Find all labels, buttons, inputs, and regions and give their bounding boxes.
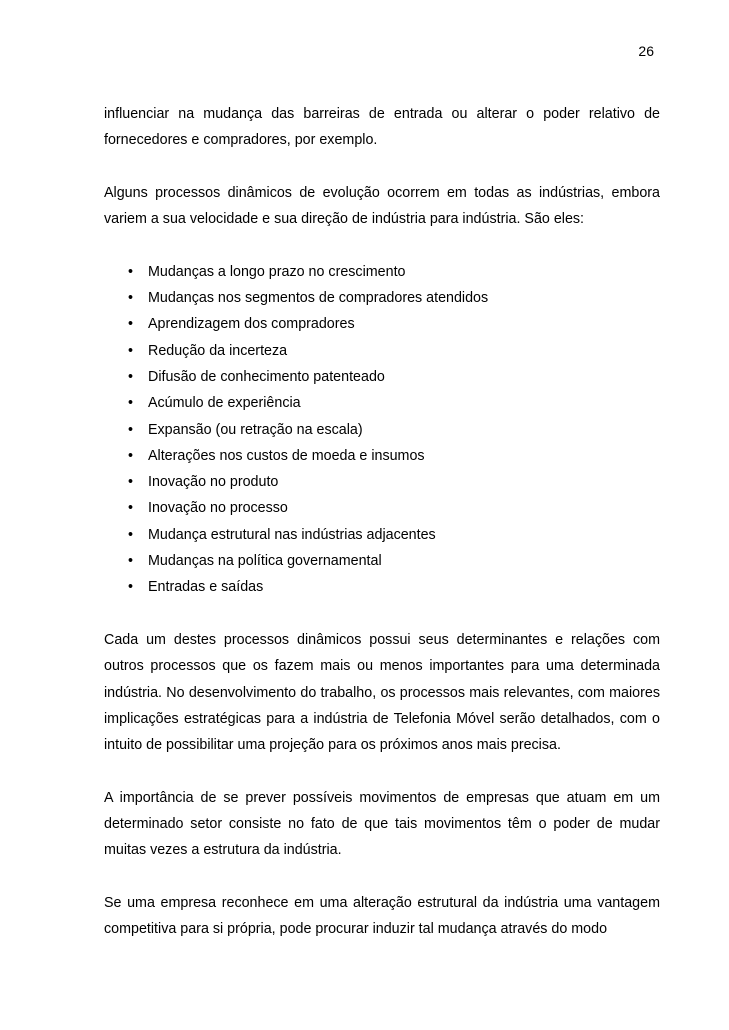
bullet-icon: • (128, 342, 134, 359)
list-item-text: Entradas e saídas (148, 579, 264, 596)
bullet-icon: • (128, 526, 134, 543)
list-item-text: Mudanças a longo prazo no crescimento (148, 263, 406, 280)
list-item-text: Redução da incerteza (148, 342, 288, 359)
list-item (104, 364, 660, 390)
list-item-text: Inovação no processo (148, 500, 288, 517)
list-item-text: Alterações nos custos de moeda e insumos (148, 447, 425, 464)
list-item-text: Inovação no produto (148, 474, 279, 491)
bullet-icon: • (128, 263, 134, 280)
list-item (104, 285, 660, 311)
list-item (104, 390, 660, 416)
bullet-icon: • (128, 500, 134, 517)
bullet-icon: • (128, 421, 134, 438)
bullet-icon: • (128, 395, 134, 412)
list-item (104, 259, 660, 285)
bullet-icon: • (128, 368, 134, 385)
paragraph: A importância de se prever possíveis movimentos de empresas que atuam em um determinado setor consiste no fato de que tais movimentos têm o poder de mudar muitas vezes a estrutura da indústria. (104, 789, 660, 859)
bullet-icon: • (128, 290, 134, 307)
bullet-icon: • (128, 579, 134, 596)
list-item-text: Expansão (ou retração na escala) (148, 421, 363, 438)
paragraph: Se uma empresa reconhece em uma alteração estrutural da indústria uma vantagem competitiva para si própria, pode procurar induzir tal mudança através do modo (104, 894, 660, 938)
page-number: 26 (638, 43, 654, 59)
list-item (104, 443, 660, 469)
bullet-list (104, 259, 660, 601)
bullet-icon: • (128, 553, 134, 570)
list-item (104, 338, 660, 364)
document-body (104, 101, 660, 969)
list-item (104, 495, 660, 521)
bullet-icon: • (128, 447, 134, 464)
list-item-text: Mudança estrutural nas indústrias adjacentes (148, 526, 436, 543)
list-item-text: Mudanças na política governamental (148, 553, 382, 570)
paragraph: Cada um destes processos dinâmicos possui seus determinantes e relações com outros processos que os fazem mais ou menos importantes para uma determinada indústria. No desenvolvimento do trabalho, os processos mais relevantes, com maiores implicações estratégicas para a indústria de Telefonia Móvel serão detalhados, com o intuito de possibilitar uma projeção para os próximos anos mais precisa. (104, 631, 660, 754)
list-item-text: Difusão de conhecimento patenteado (148, 368, 385, 385)
paragraph: Alguns processos dinâmicos de evolução ocorrem em todas as indústrias, embora variem a sua velocidade e sua direção de indústria para indústria. São eles: (104, 184, 660, 228)
list-item (104, 311, 660, 337)
list-item-text: Aprendizagem dos compradores (148, 316, 355, 333)
list-item-text: Mudanças nos segmentos de compradores atendidos (148, 290, 489, 307)
paragraph: influenciar na mudança das barreiras de entrada ou alterar o poder relativo de fornecedores e compradores, por exemplo. (104, 106, 660, 149)
list-item (104, 522, 660, 548)
list-item (104, 417, 660, 443)
bullet-icon: • (128, 316, 134, 333)
list-item-text: Acúmulo de experiência (148, 395, 301, 412)
bullet-icon: • (128, 474, 134, 491)
list-item (104, 469, 660, 495)
list-item (104, 548, 660, 574)
list-item (104, 574, 660, 600)
